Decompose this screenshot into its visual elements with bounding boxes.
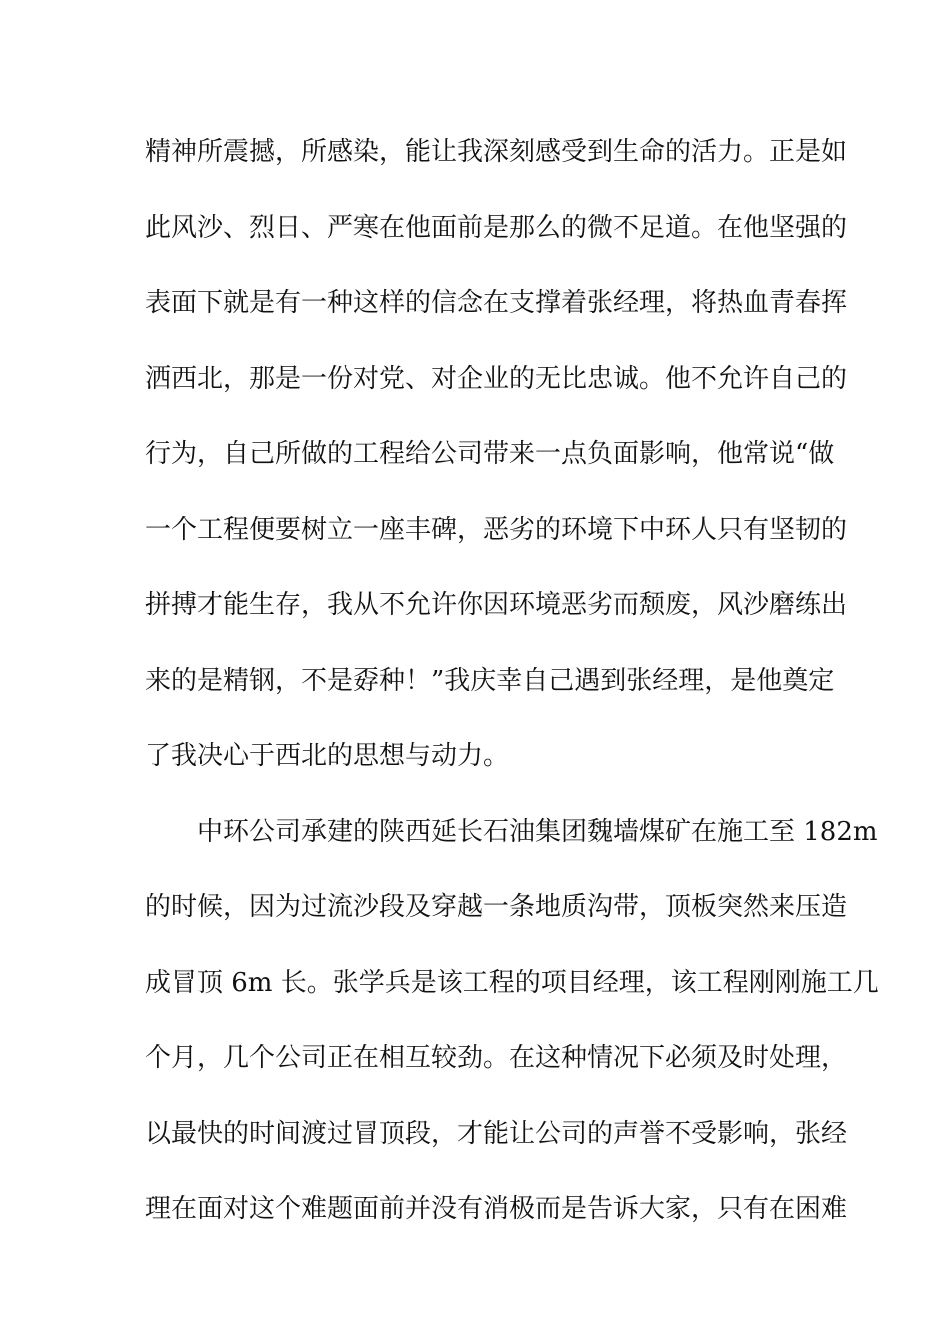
text-line: 拼搏才能生存，我从不允许你因环境恶劣而颓废，风沙磨练出 [145,590,848,620]
text-line: 精神所震撼，所感染，能让我深刻感受到生命的活力。正是如 [145,137,848,167]
text-line: 一个工程便要树立一座丰碑，恶劣的环境下中环人只有坚韧的 [145,514,848,545]
text-line: 成冒顶 6m 长。张学兵是该工程的项目经理，该工程刚刚施工几 [145,967,879,998]
body-text [145,130,879,1263]
text-line: 此风沙、烈日、严寒在他面前是那么的微不足道。在他坚强的 [145,212,848,243]
text-line: 的时候，因为过流沙段及穿越一条地质沟带，顶板突然来压造 [145,892,848,922]
text-line: 了我决心于西北的思想与动力。 [145,741,510,771]
text-line: 表面下就是有一种这样的信念在支撑着张经理，将热血青春挥 [145,288,848,318]
text-line: 来的是精钢，不是孬种！”我庆幸自己遇到张经理，是他奠定 [145,665,835,696]
text-line: 个月，几个公司正在相互较劲。在这种情况下必须及时处理， [145,1043,848,1073]
text-line: 中环公司承建的陕西延长石油集团魏墙煤矿在施工至 182m [197,816,878,847]
text-line: 理在面对这个难题面前并没有消极而是告诉大家，只有在困难 [145,1194,848,1224]
text-line: 行为，自己所做的工程给公司带来一点负面影响，他常说“做 [145,439,835,469]
text-line: 洒西北，那是一份对党、对企业的无比忠诚。他不允许自己的 [145,363,848,394]
text-line: 以最快的时间渡过冒顶段，才能让公司的声誉不受影响，张经 [145,1118,848,1149]
